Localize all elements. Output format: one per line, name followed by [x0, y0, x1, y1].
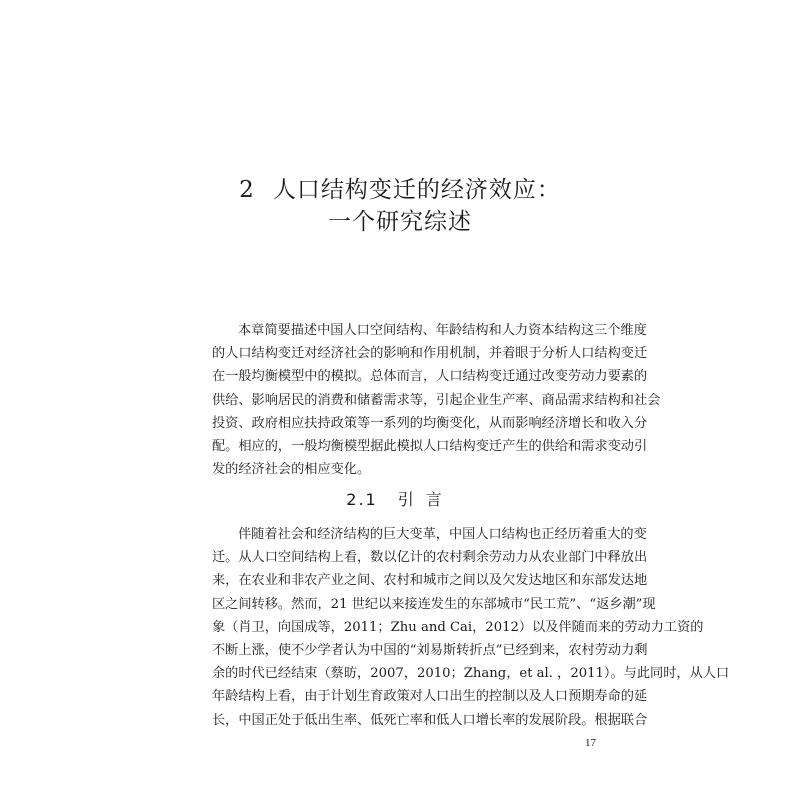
- intro-line: 迁。从人口空间结构上看，数以亿计的农村剩余劳动力从农业部门中释放出: [212, 550, 648, 566]
- abstract-line: 发的经济社会的相应变化。: [212, 462, 371, 478]
- intro-line: 区之间转移。然而，21 世纪以来接连发生的东部城市“民工荒”、“返乡潮”现: [212, 596, 656, 612]
- abstract-paragraph: [212, 319, 661, 481]
- section-title: 引言: [397, 490, 454, 509]
- chapter-title-text-1: 人口结构变迁的经济效应：: [272, 177, 561, 203]
- abstract-line: 配。相应的，一般均衡模型据此模拟人口结构变迁产生的供给和需求变动引: [212, 438, 648, 454]
- section-heading: [300, 487, 500, 510]
- abstract-line: 的人口结构变迁对经济社会的影响和作用机制，并着眼于分析人口结构变迁: [212, 346, 648, 362]
- intro-line: 伴随着社会和经济结构的巨大变革，中国人口结构也正经历着重大的变: [238, 527, 647, 542]
- abstract-line: 本章简要描述中国人口空间结构、年龄结构和人力资本结构这三个维度: [238, 323, 647, 338]
- intro-line: 不断上涨，使不少学者认为中国的“刘易斯转折点”已经到来，农村劳动力剩: [212, 642, 648, 658]
- abstract-line: 供给、影响居民的消费和储蓄需求等，引起企业生产率、商品需求结构和社会: [212, 392, 661, 408]
- intro-line: 象（肖卫，向国成等，2011；Zhu and Cai，2012）以及伴随而来的劳动力工资的: [212, 619, 704, 635]
- intro-line: 年龄结构上看，由于计划生育政策对人口出生的控制以及人口预期寿命的延: [212, 689, 648, 705]
- page-number: 17: [585, 737, 596, 749]
- chapter-number: 2: [239, 177, 255, 203]
- abstract-line: 投资、政府相应扶持政策等一系列的均衡变化，从而影响经济增长和收入分: [212, 415, 648, 431]
- chapter-title-line2: 一个研究综述: [328, 209, 472, 235]
- intro-line: 来，在农业和非农产业之间、农村和城市之间以及欠发达地区和东部发达地: [212, 573, 648, 589]
- abstract-line: 在一般均衡模型中的模拟。总体而言，人口结构变迁通过改变劳动力要素的: [212, 369, 648, 385]
- intro-paragraph: [212, 523, 730, 732]
- intro-line: 长，中国正处于低出生率、低死亡率和低人口增长率的发展阶段。根据联合: [212, 712, 648, 728]
- section-number: 2.1: [346, 490, 378, 509]
- intro-line: 余的时代已经结束（蔡昉，2007，2010；Zhang，et al. ，2011）。与此同时，从人口: [212, 666, 730, 682]
